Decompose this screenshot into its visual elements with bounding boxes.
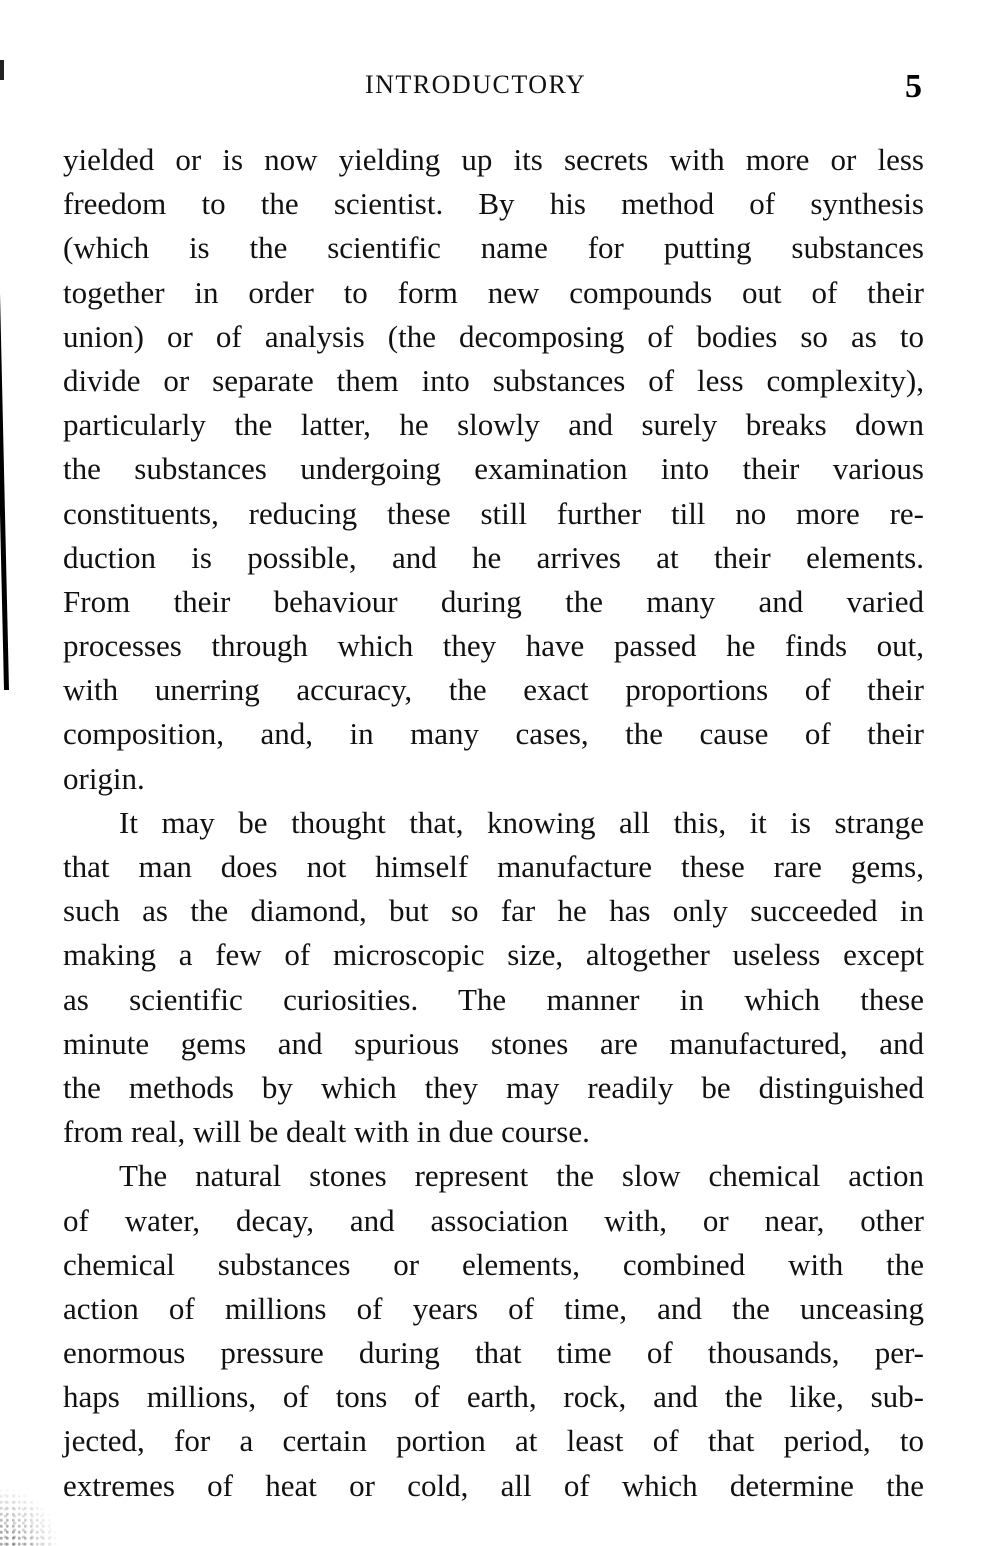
text-line: haps millions, of tons of earth, rock, and the like, sub- (63, 1379, 924, 1415)
text-line: processes through which they have passed he finds out, (63, 628, 924, 664)
text-line: origin. (63, 760, 145, 796)
text-line: constituents, reducing these still further till no more re- (63, 495, 924, 531)
text-line: freedom to the scientist. By his method of synthesis (63, 186, 924, 222)
page-number: 5 (905, 68, 922, 105)
text-line: jected, for a certain portion at least of that period, to (63, 1423, 924, 1459)
text-line: yielded or is now yielding up its secrets with more or less (63, 142, 924, 177)
text-line: enormous pressure during that time of thousands, per- (63, 1335, 924, 1371)
text-line: with unerring accuracy, the exact proportions of their (63, 672, 924, 708)
text-line: It may be thought that, knowing all this, it is strange (119, 804, 924, 840)
scan-speckle (0, 1486, 60, 1546)
text-line: the methods by which they may readily be distinguished (63, 1069, 924, 1105)
text-line: of water, decay, and association with, or near, other (63, 1202, 924, 1238)
text-line: from real, will be dealt with in due course. (63, 1114, 590, 1150)
text-line: composition, and, in many cases, the cause of their (63, 716, 924, 752)
text-line: together in order to form new compounds out of their (63, 274, 924, 310)
text-line: particularly the latter, he slowly and surely breaks down (63, 407, 924, 443)
text-line: such as the diamond, but so far he has only succeeded in (63, 893, 924, 929)
text-line: making a few of microscopic size, altogether useless except (63, 937, 924, 973)
text-line: (which is the scientific name for putting substances (63, 230, 924, 266)
text-line: extremes of heat or cold, all of which determine the (63, 1467, 924, 1503)
paragraph-1 (63, 138, 924, 801)
text-line: as scientific curiosities. The manner in which these (63, 981, 924, 1017)
text-line: The natural stones represent the slow chemical action (119, 1158, 924, 1194)
text-line: action of millions of years of time, and the unceasing (63, 1290, 924, 1326)
paragraph-3 (63, 1154, 924, 1508)
running-head (0, 68, 1000, 108)
text-line: divide or separate them into substances of less complexity), (63, 362, 924, 398)
running-title: INTRODUCTORY (365, 70, 587, 99)
body-text (63, 138, 924, 1508)
text-line: From their behaviour during the many and varied (63, 583, 924, 619)
paragraph-2 (63, 801, 924, 1155)
text-line: the substances undergoing examination into their various (63, 451, 924, 487)
text-line: union) or of analysis (the decomposing of bodies so as to (63, 318, 924, 354)
text-line: minute gems and spurious stones are manufactured, and (63, 1025, 924, 1061)
text-line: that man does not himself manufacture these rare gems, (63, 849, 924, 884)
text-line: duction is possible, and he arrives at their elements. (63, 539, 924, 575)
text-line: chemical substances or elements, combined with the (63, 1246, 924, 1282)
